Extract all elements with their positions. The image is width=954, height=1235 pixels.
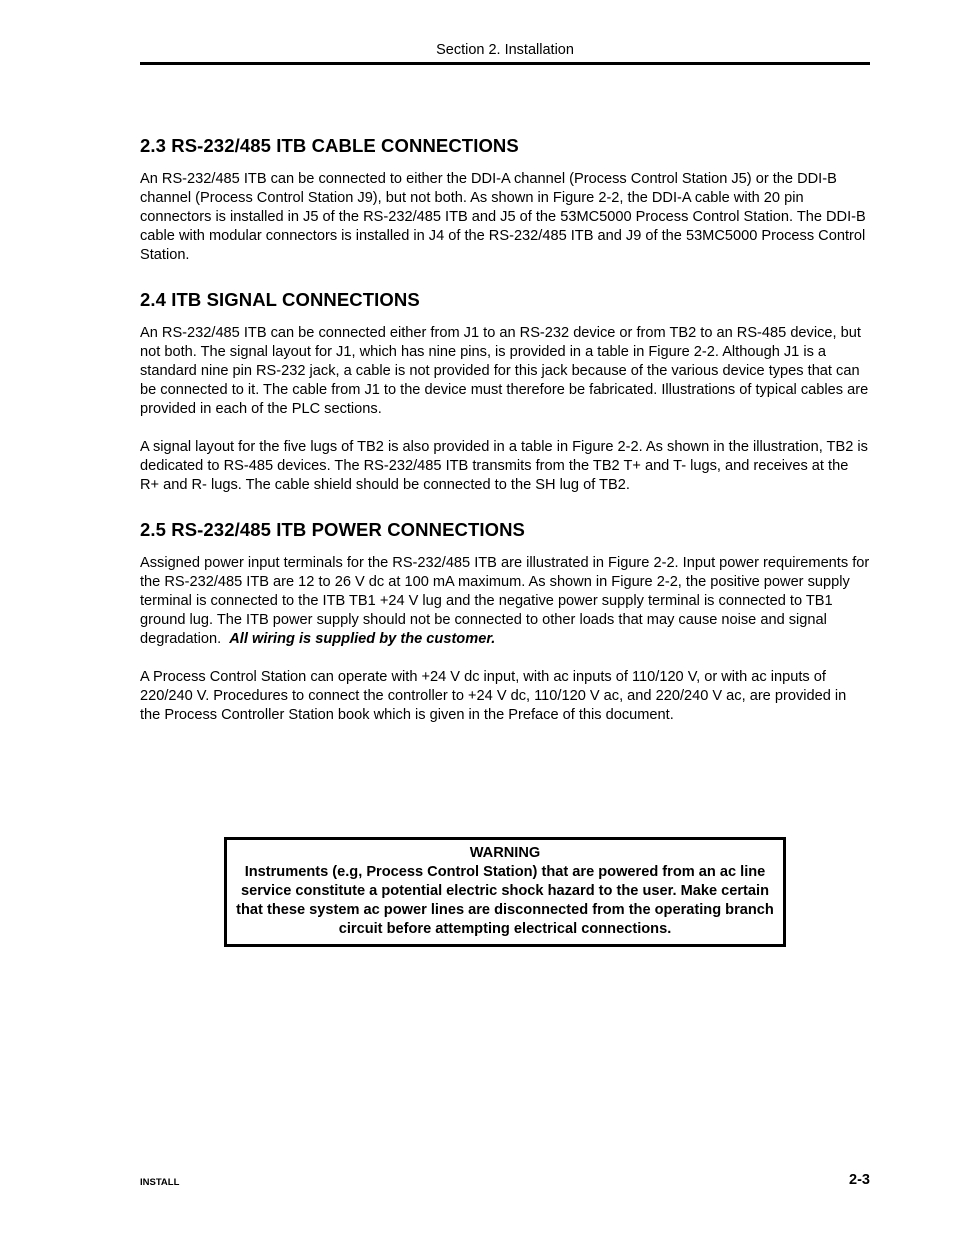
section-2-3 bbox=[140, 135, 870, 265]
warning-title: WARNING bbox=[469, 845, 541, 861]
section-heading: 2.3 RS-232/485 ITB CABLE CONNECTIONS bbox=[140, 135, 519, 156]
warning-body: Instruments (e.g, Process Control Station) that are powered from an ac line service constitute a potential electric shock hazard to the user. Make certain that these system ac power lines are disconnected from the operating branch circuit before attempting electrical connections. bbox=[236, 864, 774, 937]
paragraph: An RS-232/485 ITB can be connected to either the DDI-A channel (Process Control Station J5) or the DDI-B channel (Process Control Station J9), but not both. As shown in Figure 2-2, the DDI-A cable with 20 pin connectors is installed in J5 of the RS-232/485 ITB and J5 of the 53MC5000 Process Control Station. The DDI-B cable with modular connectors is installed in J4 of the RS-232/485 ITB and J9 of the 53MC5000 Process Control Station. bbox=[140, 171, 866, 263]
section-heading: 2.4 ITB SIGNAL CONNECTIONS bbox=[140, 289, 420, 310]
paragraph-text: Assigned power input terminals for the RS-232/485 ITB are illustrated in Figure 2-2. Input power requirements for the RS-232/485 ITB are 12 to 26 V dc at 100 mA maximum. As shown in Figure 2-2, the positive power supply terminal is connected to the ITB TB1 +24 V lug and the negative power supply terminal is connected to TB1 ground lug. The ITB power supply should not be connected to other loads that may cause noise and signal degradation. bbox=[140, 555, 870, 647]
paragraph: A signal layout for the five lugs of TB2 is also provided in a table in Figure 2-2. As shown in the illustration, TB2 is dedicated to RS-485 devices. The RS-232/485 ITB transmits from the TB2 T+ and T- lugs, and receives at the R+ and R- lugs. The cable shield should be connected to the SH lug of TB2. bbox=[140, 439, 868, 493]
paragraph: An RS-232/485 ITB can be connected either from J1 to an RS-232 device or from TB2 to an RS-485 device, but not both. The signal layout for J1, which has nine pins, is provided in a table in Figure 2-2. Although J1 is a standard nine pin RS-232 jack, a cable is not provided for this jack because of the various device types that can be connected to it. The cable from J1 to the device must therefore be fabricated. Illustrations of typical cables are provided in each of the PLC sections. bbox=[140, 325, 869, 417]
header-rule bbox=[140, 62, 870, 65]
page-content bbox=[140, 135, 870, 725]
paragraph: A Process Control Station can operate with +24 V dc input, with ac inputs of 110/120 V, or with ac inputs of 220/240 V. Procedures to connect the controller to +24 V dc, 110/120 V ac, and 220/240 V ac, are provided in the Process Controller Station book which is given in the Preface of this document. bbox=[140, 669, 847, 723]
section-heading: 2.5 RS-232/485 ITB POWER CONNECTIONS bbox=[140, 519, 525, 540]
section-2-5 bbox=[140, 519, 870, 725]
emphasis-note: All wiring is supplied by the customer. bbox=[229, 631, 496, 647]
warning-box bbox=[224, 837, 786, 947]
paragraph bbox=[140, 554, 870, 649]
running-header: Section 2. Installation bbox=[436, 42, 574, 58]
footer-label: INSTALL bbox=[140, 1177, 180, 1188]
page-number: 2-3 bbox=[849, 1172, 870, 1188]
section-2-4 bbox=[140, 289, 870, 495]
